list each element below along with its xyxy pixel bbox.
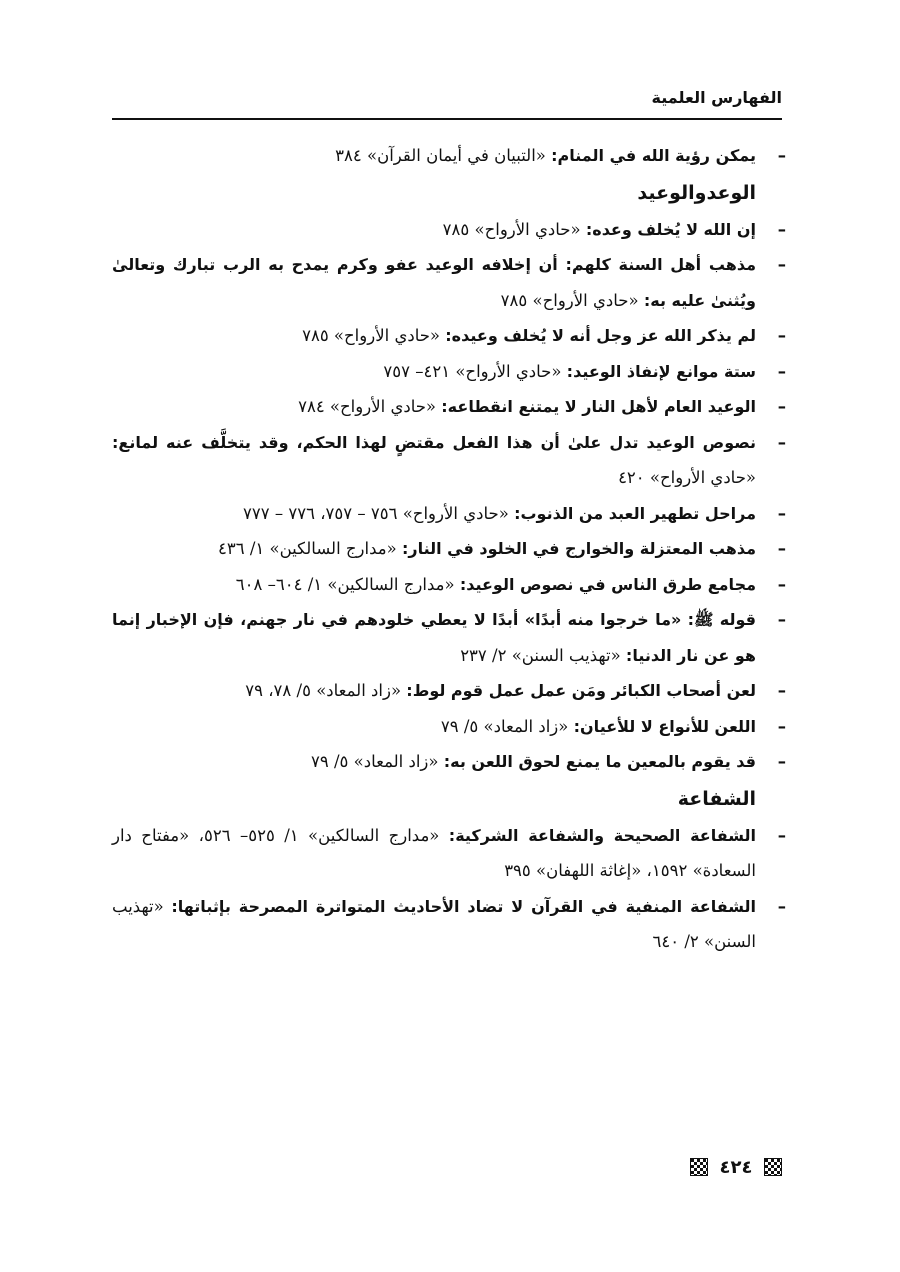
- entry-reference: «مدارج السالكين» ١/ ٥٢٥– ٥٢٦، «مفتاح دار السعادة» ١٥٩٢، «إغاثة اللهفان» ٣٩٥: [112, 825, 756, 880]
- entry-topic: الشفاعة الصحيحة والشفاعة الشركية:: [448, 825, 756, 845]
- entry-topic: مراحل تطهير العبد من الذنوب:: [514, 503, 756, 523]
- ornament-left-icon: [690, 1158, 708, 1176]
- entry-topic: مذهب المعتزلة والخوارج في الخلود في النار:: [401, 539, 756, 558]
- entry-reference: «زاد المعاد» ٥/ ٧٨، ٧٩: [245, 681, 402, 700]
- entry-reference: «تهذيب السنن» ٢/ ٢٣٧: [460, 645, 621, 665]
- entry-dash-icon: –: [777, 219, 786, 239]
- index-entry: [112, 212, 786, 248]
- entry-dash-icon: –: [777, 146, 786, 165]
- section-heading: الوعدوالوعيد: [637, 181, 756, 204]
- index-entry: [112, 889, 786, 960]
- section-heading: الشفاعة: [677, 787, 756, 810]
- index-entry: [112, 389, 786, 425]
- entry-reference: «حادي الأرواح» ٧٨٤: [298, 397, 437, 416]
- entry-reference: «مدارج السالكين» ١/ ٤٣٦: [218, 539, 397, 558]
- entry-topic: لعن أصحاب الكبائر ومَن عمل عمل قوم لوط:: [406, 681, 756, 700]
- entry-topic: قد يقوم بالمعين ما يمنع لحوق اللعن به:: [443, 752, 756, 771]
- entry-reference: «حادي الأرواح» ٧٨٥: [302, 326, 441, 345]
- index-entries: [112, 138, 786, 960]
- index-entry: [112, 138, 786, 174]
- entry-dash-icon: –: [777, 432, 786, 452]
- ornament-right-icon: [764, 1158, 782, 1176]
- entry-reference: «زاد المعاد» ٥/ ٧٩: [440, 716, 569, 736]
- index-entry: [112, 567, 786, 603]
- entry-dash-icon: –: [777, 574, 786, 594]
- entry-topic: اللعن للأنواع لا للأعيان:: [573, 716, 756, 736]
- index-entry: [112, 425, 786, 496]
- entry-reference: «زاد المعاد» ٥/ ٧٩: [311, 752, 439, 771]
- index-entry: [112, 496, 786, 532]
- index-entry: [112, 354, 786, 390]
- entry-dash-icon: –: [777, 610, 786, 629]
- entry-reference: «التبيان في أيمان القرآن» ٣٨٤: [335, 146, 546, 165]
- entry-dash-icon: –: [777, 825, 786, 845]
- entry-reference: «حادي الأرواح» ٧٥٦ – ٧٥٧، ٧٧٦ – ٧٧٧: [243, 503, 509, 523]
- index-entry: [112, 247, 786, 318]
- entry-dash-icon: –: [777, 503, 786, 523]
- entry-dash-icon: –: [777, 361, 786, 381]
- entry-topic: قوله ﷺ: «ما خرجوا منه أبدًا» أبدًا لا يعطي خلودهم في نار جهنم، فإن الإخبار إنما هو عن نار الدنيا:: [112, 610, 756, 665]
- entry-dash-icon: –: [777, 397, 786, 416]
- entry-dash-icon: –: [777, 896, 786, 916]
- entry-topic: الوعيد العام لأهل النار لا يمتنع انقطاعه:: [441, 397, 756, 416]
- entry-dash-icon: –: [777, 255, 786, 274]
- running-title: الفهارس العلمية: [651, 88, 782, 107]
- index-entry: [112, 531, 786, 567]
- entry-dash-icon: –: [777, 539, 786, 558]
- entry-topic: مذهب أهل السنة كلهم: أن إخلافه الوعيد عفو وكرم يمدح به الرب تبارك وتعالىٰ ويُثنىٰ عليه به:: [112, 255, 756, 310]
- entry-reference: «مدارج السالكين» ١/ ٦٠٤– ٦٠٨: [235, 574, 455, 594]
- entry-topic: لم يذكر الله عز وجل أنه لا يُخلف وعيده:: [445, 326, 756, 345]
- entry-dash-icon: –: [777, 716, 786, 736]
- entry-dash-icon: –: [777, 752, 786, 771]
- entry-reference: «حادي الأرواح» ٤٢١– ٧٥٧: [383, 361, 562, 381]
- entry-topic: يمكن رؤية الله في المنام:: [551, 146, 756, 165]
- index-entry: [112, 818, 786, 889]
- entry-dash-icon: –: [777, 326, 786, 345]
- page-folio: [690, 1154, 782, 1180]
- index-entry: [112, 318, 786, 354]
- entry-reference: «حادي الأرواح» ٤٢٠: [618, 468, 756, 487]
- page-number: ٤٢٤: [719, 1156, 753, 1178]
- entry-topic: ستة موانع لإنفاذ الوعيد:: [566, 361, 756, 381]
- entry-topic: مجامع طرق الناس في نصوص الوعيد:: [459, 574, 756, 594]
- entry-dash-icon: –: [777, 681, 786, 700]
- index-entry: [112, 673, 786, 709]
- index-entry: [112, 709, 786, 745]
- entry-topic: نصوص الوعيد تدل علىٰ أن هذا الفعل مقتضٍ لهذا الحكم، وقد يتخلَّف عنه لمانع:: [112, 432, 756, 452]
- index-entry: [112, 744, 786, 780]
- index-entry: [112, 602, 786, 673]
- header-rule: [112, 118, 782, 120]
- entry-reference: «تهذيب السنن» ٢/ ٦٤٠: [112, 896, 756, 951]
- entry-topic: إن الله لا يُخلف وعده:: [585, 219, 756, 239]
- entry-reference: «حادي الأرواح» ٧٨٥: [500, 290, 639, 310]
- entry-reference: «حادي الأرواح» ٧٨٥: [442, 219, 581, 239]
- entry-topic: الشفاعة المنفية في القرآن لا تضاد الأحاديث المتواترة المصرحة بإثباتها:: [171, 896, 756, 916]
